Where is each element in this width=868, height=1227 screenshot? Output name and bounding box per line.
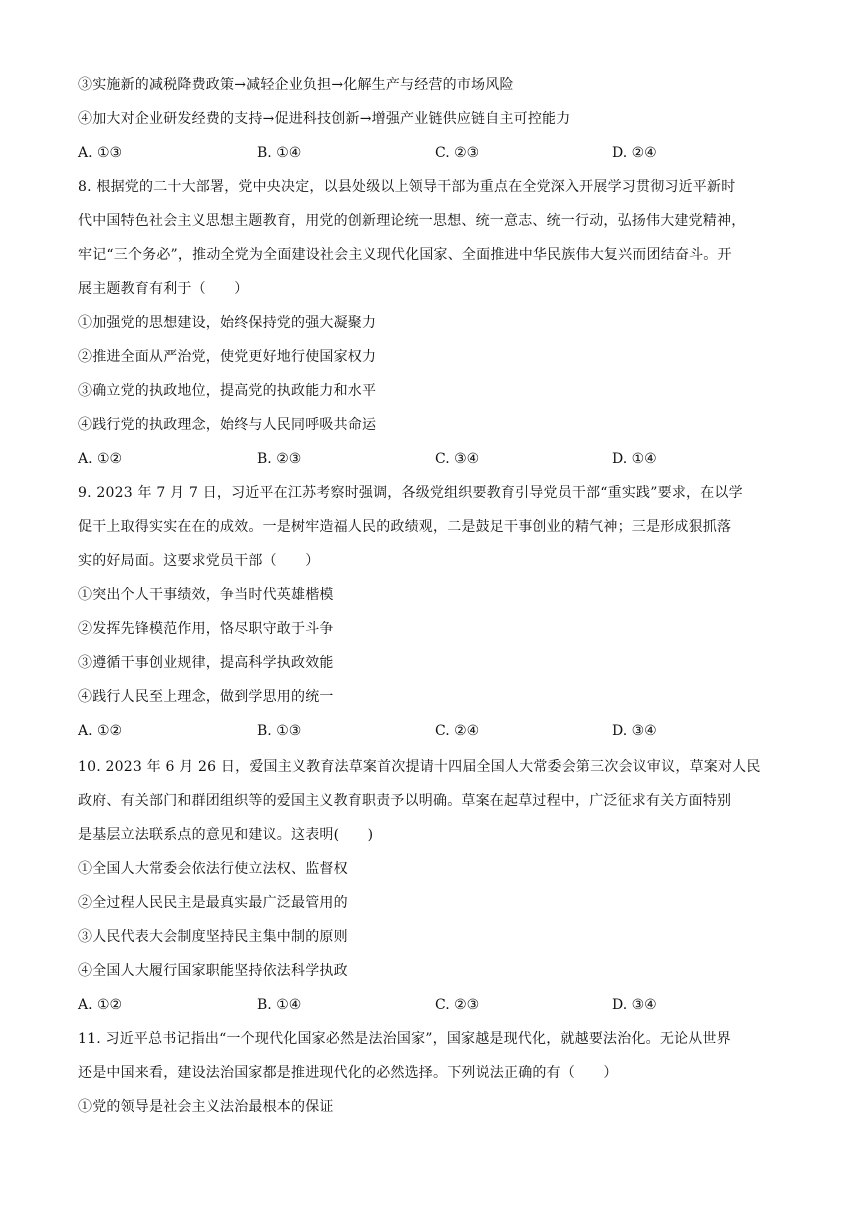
q10-option-a[interactable]: A. ①②	[78, 997, 123, 1013]
q7-statement-4: ④加大对企业研发经费的支持→促进科技创新→增强产业链供应链自主可控能力	[78, 111, 571, 127]
q7-option-c[interactable]: C. ②③	[435, 145, 480, 161]
q9-options	[78, 721, 718, 741]
q7-option-b[interactable]: B. ①④	[257, 145, 302, 161]
q7-statement-3: ③实施新的减税降费政策→减轻企业负担→化解生产与经营的市场风险	[78, 77, 514, 93]
q8-statement-3: ③确立党的执政地位，提高党的执政能力和水平	[78, 383, 377, 399]
q9-statement-1: ①突出个人干事绩效，争当时代英雄楷模	[78, 587, 334, 603]
q9-statement-3: ③遵循干事创业规律，提高科学执政效能	[78, 655, 334, 671]
q9-statement-4: ④践行人民至上理念，做到学思用的统一	[78, 689, 334, 705]
q11-stem-line-1: 11. 习近平总书记指出“一个现代化国家必然是法治国家”，国家越是现代化，就越要法治化。无论从世界	[78, 1031, 731, 1047]
q10-stem-line-3: 是基层立法联系点的意见和建议。这表明( )	[78, 827, 374, 843]
q7-options	[78, 143, 718, 163]
q11-stem-line-2: 还是中国来看，建设法治国家都是推进现代化的必然选择。下列说法正确的有（ ）	[78, 1065, 618, 1081]
q8-stem-line-3: 牢记“三个务必”，推动全党为全面建设社会主义现代化国家、全面推进中华民族伟大复兴而团结奋斗。开	[78, 247, 732, 263]
q9-stem-line-2: 促干上取得实实在在的成效。一是树牢造福人民的政绩观，二是鼓足干事创业的精气神；三是形成狠抓落	[78, 519, 732, 535]
q8-option-a[interactable]: A. ①②	[78, 451, 123, 467]
q9-statement-2: ②发挥先锋模范作用，恪尽职守敢于斗争	[78, 621, 334, 637]
q8-statement-1: ①加强党的思想建设，始终保持党的强大凝聚力	[78, 315, 377, 331]
q8-stem-line-1: 8. 根据党的二十大部署，党中央决定，以县处级以上领导干部为重点在全党深入开展学习贯彻习近平新时	[78, 179, 736, 195]
q10-statement-2: ②全过程人民民主是最真实最广泛最管用的	[78, 895, 348, 911]
q10-stem-line-1: 10. 2023 年 6 月 26 日，爱国主义教育法草案首次提请十四届全国人大常委会第三次会议审议，草案对人民	[78, 759, 761, 775]
q7-option-d[interactable]: D. ②④	[612, 145, 657, 161]
q8-option-d[interactable]: D. ①④	[612, 451, 657, 467]
q8-stem-line-4: 展主题教育有利于（ ）	[78, 281, 249, 297]
q10-stem-line-2: 政府、有关部门和群团组织等的爱国主义教育职责予以明确。草案在起草过程中，广泛征求有关方面特别	[78, 793, 732, 809]
q8-option-b[interactable]: B. ②③	[257, 451, 302, 467]
q9-stem-line-3: 实的好局面。这要求党员干部（ ）	[78, 553, 320, 569]
q9-option-b[interactable]: B. ①③	[257, 723, 302, 739]
q11-statement-1: ①党的领导是社会主义法治最根本的保证	[78, 1099, 334, 1115]
q8-option-c[interactable]: C. ③④	[435, 451, 480, 467]
q9-option-a[interactable]: A. ①②	[78, 723, 123, 739]
q7-option-a[interactable]: A. ①③	[78, 145, 123, 161]
q9-stem-line-1: 9. 2023 年 7 月 7 日，习近平在江苏考察时强调，各级党组织要教育引导党员干部“重实践”要求，在以学	[78, 485, 743, 501]
q10-option-b[interactable]: B. ①④	[257, 997, 302, 1013]
q10-statement-3: ③人民代表大会制度坚持民主集中制的原则	[78, 929, 348, 945]
q8-options	[78, 449, 718, 469]
q8-statement-4: ④践行党的执政理念，始终与人民同呼吸共命运	[78, 417, 377, 433]
q9-option-d[interactable]: D. ③④	[612, 723, 657, 739]
q10-options	[78, 995, 718, 1015]
q8-statement-2: ②推进全面从严治党，使党更好地行使国家权力	[78, 349, 377, 365]
q9-option-c[interactable]: C. ②④	[435, 723, 480, 739]
q10-statement-4: ④全国人大履行国家职能坚持依法科学执政	[78, 963, 348, 979]
q10-statement-1: ①全国人大常委会依法行使立法权、监督权	[78, 861, 348, 877]
q10-option-c[interactable]: C. ②③	[435, 997, 480, 1013]
q10-option-d[interactable]: D. ③④	[612, 997, 657, 1013]
q8-stem-line-2: 代中国特色社会主义思想主题教育，用党的创新理论统一思想、统一意志、统一行动，弘扬伟大建党精神，	[78, 213, 746, 229]
